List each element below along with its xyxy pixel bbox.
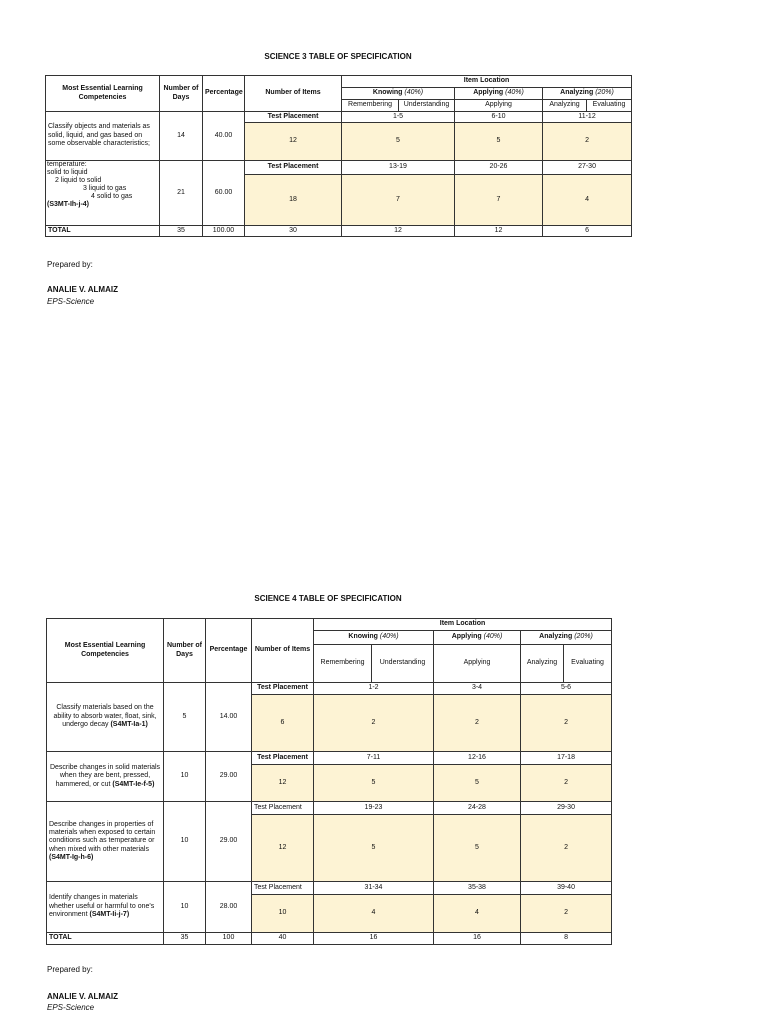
header-understanding: Understanding <box>372 645 434 683</box>
header-items: Number of Items <box>252 619 314 683</box>
placement-applying: 35-38 <box>434 882 521 895</box>
placement-analyzing: 27-30 <box>543 161 632 175</box>
placement-knowing: 19-23 <box>314 802 434 815</box>
header-applying-sub: Applying <box>455 100 543 112</box>
header-analyzing-sub: Analyzing <box>543 100 587 112</box>
total-analyzing: 6 <box>543 226 632 237</box>
header-remembering: Remembering <box>342 100 399 112</box>
items-cell: 12 <box>252 815 314 882</box>
competency-line: 3 liquid to gas <box>83 185 127 193</box>
competency-cell: Classify materials based on the ability to absorb water, float, sink, undergo decay (S4MT-Ia-1) <box>47 683 164 752</box>
science3-tos-table <box>45 75 632 237</box>
count-analyzing: 2 <box>521 815 612 882</box>
test-placement-label: Test Placement <box>245 112 342 123</box>
header-item-location: Item Location <box>314 619 612 631</box>
header-evaluating: Evaluating <box>587 100 632 112</box>
placement-analyzing: 11-12 <box>543 112 632 123</box>
items-cell: 18 <box>245 175 342 226</box>
percentage-cell: 29.00 <box>206 802 252 882</box>
count-knowing: 4 <box>314 895 434 933</box>
count-applying: 5 <box>455 123 543 161</box>
total-items: 40 <box>252 933 314 945</box>
header-item-location: Item Location <box>342 76 632 88</box>
placement-applying: 12-16 <box>434 752 521 765</box>
items-cell: 12 <box>245 123 342 161</box>
items-cell: 10 <box>252 895 314 933</box>
placement-knowing: 31-34 <box>314 882 434 895</box>
total-label: TOTAL <box>46 226 160 237</box>
count-applying: 5 <box>434 815 521 882</box>
placement-applying: 24-28 <box>434 802 521 815</box>
days-cell: 5 <box>164 683 206 752</box>
placement-applying: 20-26 <box>455 161 543 175</box>
count-applying: 4 <box>434 895 521 933</box>
header-analyzing: Analyzing (20%) <box>521 631 612 645</box>
science4-tos-table <box>46 618 612 945</box>
percentage-cell: 28.00 <box>206 882 252 933</box>
placement-applying: 3-4 <box>434 683 521 695</box>
percentage-cell: 40.00 <box>203 112 245 161</box>
placement-knowing: 1-2 <box>314 683 434 695</box>
total-days: 35 <box>160 226 203 237</box>
total-applying: 12 <box>455 226 543 237</box>
count-analyzing: 4 <box>543 175 632 226</box>
percentage-cell: 29.00 <box>206 752 252 802</box>
competency-line: solid to liquid <box>47 169 88 177</box>
header-days: Number of Days <box>164 619 206 683</box>
percentage-cell: 14.00 <box>206 683 252 752</box>
total-knowing: 16 <box>314 933 434 945</box>
count-analyzing: 2 <box>521 695 612 752</box>
header-understanding: Understanding <box>399 100 455 112</box>
items-cell: 12 <box>252 765 314 802</box>
prepared-by-label: Prepared by: <box>47 260 93 269</box>
percentage-cell: 60.00 <box>203 161 245 226</box>
doc1-title: SCIENCE 3 TABLE OF SPECIFICATION <box>264 52 412 61</box>
header-percentage: Percentage <box>203 76 245 112</box>
preparer-role: EPS-Science <box>47 1003 95 1012</box>
total-items: 30 <box>245 226 342 237</box>
competency-cell: Classify objects and materials as solid, liquid, and gas based on some observable characteristics; <box>46 112 160 161</box>
competency-code: (S3MT-Ih-j-4) <box>47 201 89 209</box>
count-knowing: 5 <box>314 765 434 802</box>
header-evaluating: Evaluating <box>564 645 612 683</box>
placement-knowing: 7-11 <box>314 752 434 765</box>
days-cell: 10 <box>164 802 206 882</box>
total-label: TOTAL <box>47 933 164 945</box>
header-competencies: Most Essential Learning Competencies <box>46 76 160 112</box>
prepared-by-label: Prepared by: <box>47 965 93 974</box>
placement-analyzing: 5-6 <box>521 683 612 695</box>
total-days: 35 <box>164 933 206 945</box>
count-applying: 2 <box>434 695 521 752</box>
count-analyzing: 2 <box>521 765 612 802</box>
competency-cell: Describe changes in solid materials when they are bent, pressed, hammered, or cut (S4MT-Ie-f-5) <box>47 752 164 802</box>
days-cell: 14 <box>160 112 203 161</box>
header-knowing: Knowing (40%) <box>342 88 455 100</box>
count-knowing: 2 <box>314 695 434 752</box>
header-applying: Applying (40%) <box>434 631 521 645</box>
count-knowing: 7 <box>342 175 455 226</box>
preparer-name: ANALIE V. ALMAIZ <box>47 285 118 294</box>
competency-line: 4 solid to gas <box>91 193 133 201</box>
placement-applying: 6-10 <box>455 112 543 123</box>
competency-cell: Describe changes in properties of materials when exposed to certain conditions such as temperature or when mixed with other materials (S4MT-Ig-h-6) <box>47 802 164 882</box>
days-cell: 10 <box>164 752 206 802</box>
days-cell: 21 <box>160 161 203 226</box>
test-placement-label: Test Placement <box>252 683 314 695</box>
placement-analyzing: 29-30 <box>521 802 612 815</box>
test-placement-label: Test Placement <box>252 882 314 895</box>
header-remembering: Remembering <box>314 645 372 683</box>
header-applying: Applying (40%) <box>455 88 543 100</box>
total-percentage: 100 <box>206 933 252 945</box>
items-cell: 6 <box>252 695 314 752</box>
placement-knowing: 1-5 <box>342 112 455 123</box>
competency-cell: Identify changes in materials whether useful or harmful to one's environment (S4MT-Ii-j-7) <box>47 882 164 933</box>
header-applying-sub: Applying <box>434 645 521 683</box>
header-knowing: Knowing (40%) <box>314 631 434 645</box>
count-applying: 5 <box>434 765 521 802</box>
preparer-name: ANALIE V. ALMAIZ <box>47 992 118 1001</box>
header-competencies: Most Essential Learning Competencies <box>47 619 164 683</box>
preparer-role: EPS-Science <box>47 297 95 306</box>
test-placement-label: Test Placement <box>252 752 314 765</box>
test-placement-label: Test Placement <box>245 161 342 175</box>
header-days: Number of Days <box>160 76 203 112</box>
count-analyzing: 2 <box>521 895 612 933</box>
placement-analyzing: 17-18 <box>521 752 612 765</box>
header-analyzing: Analyzing (20%) <box>543 88 632 100</box>
header-analyzing-sub: Analyzing <box>521 645 564 683</box>
total-knowing: 12 <box>342 226 455 237</box>
competency-line: temperature: <box>47 161 87 168</box>
count-knowing: 5 <box>342 123 455 161</box>
header-items: Number of Items <box>245 76 342 112</box>
count-applying: 7 <box>455 175 543 226</box>
header-percentage: Percentage <box>206 619 252 683</box>
total-analyzing: 8 <box>521 933 612 945</box>
total-applying: 16 <box>434 933 521 945</box>
count-analyzing: 2 <box>543 123 632 161</box>
competency-line: 2 liquid to solid <box>55 177 102 185</box>
count-knowing: 5 <box>314 815 434 882</box>
days-cell: 10 <box>164 882 206 933</box>
placement-analyzing: 39-40 <box>521 882 612 895</box>
doc2-title: SCIENCE 4 TABLE OF SPECIFICATION <box>254 594 402 603</box>
competency-cell <box>46 161 160 226</box>
placement-knowing: 13-19 <box>342 161 455 175</box>
total-percentage: 100.00 <box>203 226 245 237</box>
test-placement-label: Test Placement <box>252 802 314 815</box>
